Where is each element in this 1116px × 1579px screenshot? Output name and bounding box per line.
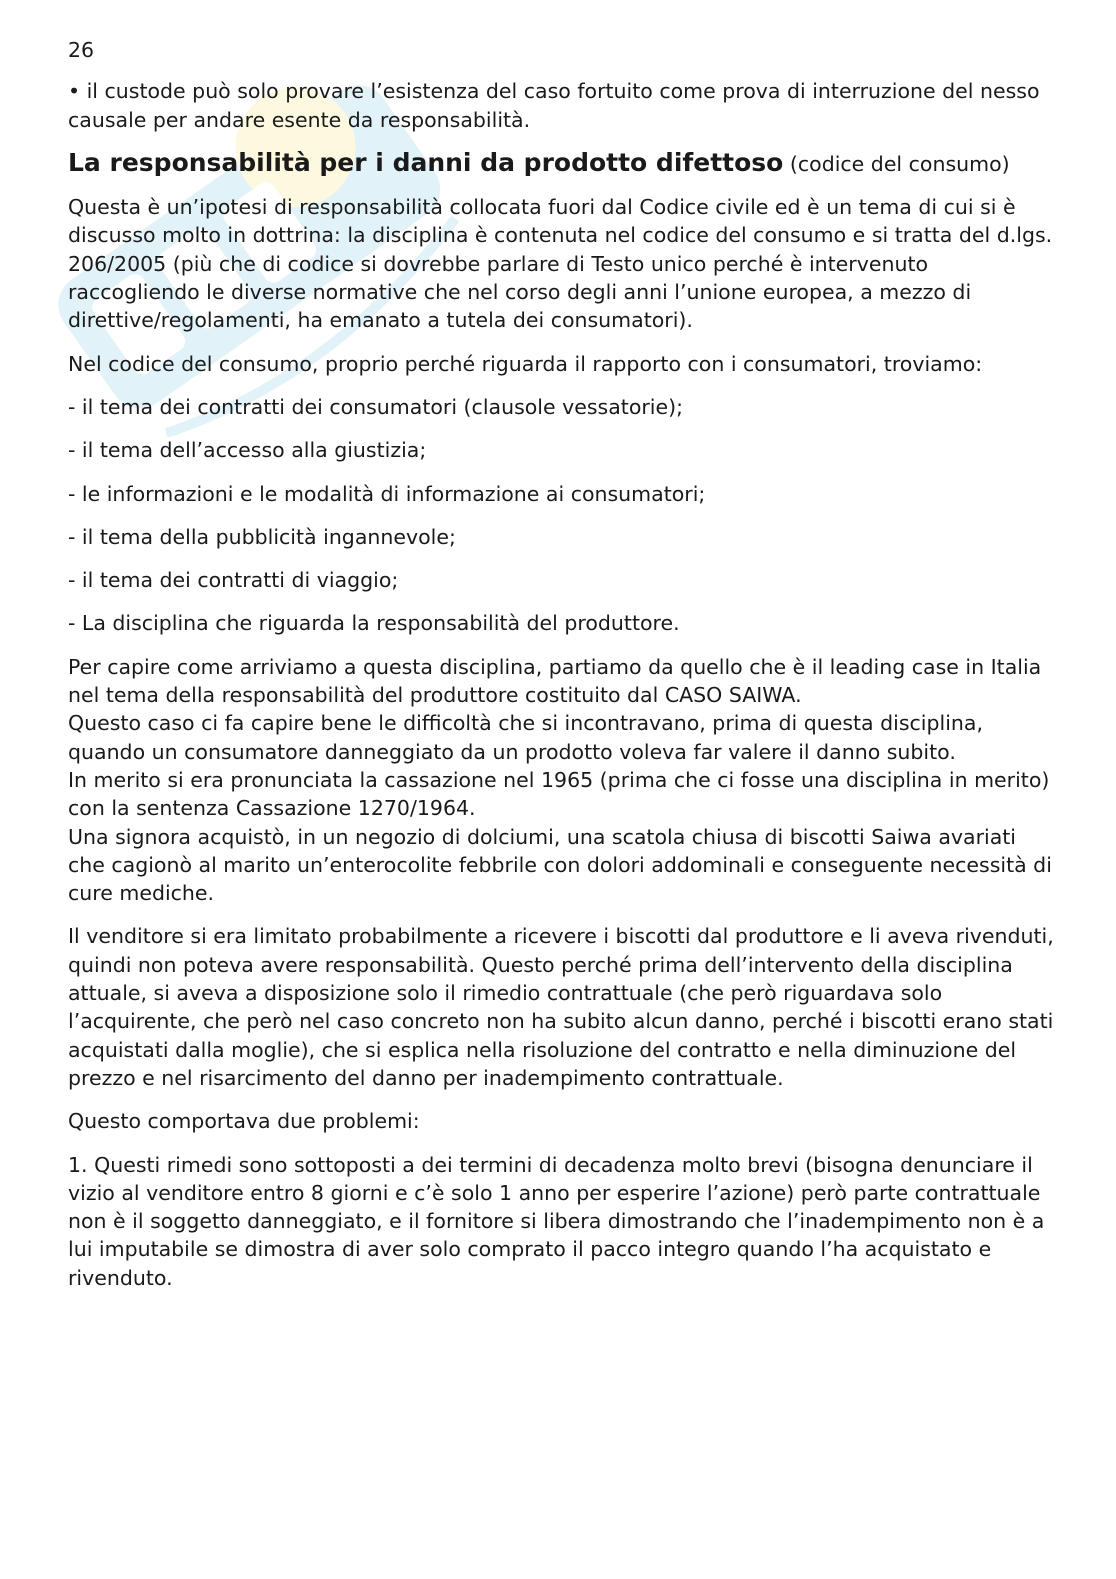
paragraph: Nel codice del consumo, proprio perché riguarda il rapporto con i consumatori, troviamo: <box>68 351 983 376</box>
list-item: - il tema dell’accesso alla giustizia; <box>68 438 427 463</box>
paragraph: Questa è un’ipotesi di responsabilità collocata fuori dal Codice civile ed è un tema di cui si è discusso molto in dottrina: la disciplina è contenuta nel codice del consumo e si tratta del d.lgs. 206/2005 (più che di codice si dovrebbe parlare di Testo unico perché è intervenuto raccogliendo le diverse normative che nel corso degli anni l’unione europea, a mezzo di direttive/regolamenti, ha emanato a tutela dei consumatori). <box>68 195 1053 333</box>
list-item: - La disciplina che riguarda la responsabilità del produttore. <box>68 611 680 636</box>
topics-list <box>68 393 1058 638</box>
problem-1: 1. Questi rimedi sono sottoposti a dei termini di decadenza molto brevi (bisogna denunciare il vizio al venditore entro 8 giorni e c’è solo 1 anno per esperire l’azione) però parte contrattuale non è il soggetto danneggiato, e il fornitore si libera dimostrando che l’inadempimento non è a lui imputabile se dimostra di aver solo comprato il pacco integro quando l’ha acquistato e rivenduto. <box>68 1152 1045 1290</box>
section-heading-note: (codice del consumo) <box>789 151 1010 176</box>
saiwa-line: Per capire come arriviamo a questa disciplina, partiamo da quello che è il leading case in Italia nel tema della responsabilità del produttore costituito dal CASO SAIWA. <box>68 654 1042 708</box>
saiwa-line: Questo caso ci fa capire bene le difficoltà che si incontravano, prima di questa disciplina, quando un consumatore danneggiato da un prodotto voleva far valere il danno subito. <box>68 711 983 764</box>
saiwa-line: Una signora acquistò, in un negozio di dolciumi, una scatola chiusa di biscotti Saiwa avariati che cagionò al marito un’enterocolite febbrile con dolori addominali e conseguente necessità di cure mediche. <box>68 824 1052 906</box>
document-page <box>68 36 1058 1307</box>
section-heading-title: La responsabilità per i danni da prodotto difettoso <box>68 147 784 177</box>
list-item: - il tema dei contratti dei consumatori (clausole vessatorie); <box>68 394 683 419</box>
seller-paragraph: Il venditore si era limitato probabilmente a ricevere i biscotti dal produttore e li aveva rivenduti, quindi non poteva avere responsabilità. Questo perché prima dell’intervento della disciplina attuale, si aveva a disposizione solo il rimedio contrattuale (che però riguardava solo l’acquirente, che però nel caso concreto non ha subito alcun danno, perché i biscotti erano stati acquistati dalla moglie), che si esplica nella risoluzione del contratto e nella diminuzione del prezzo e nel risarcimento del danno per inadempimento contrattuale. <box>68 924 1054 1090</box>
list-item: - il tema dei contratti di viaggio; <box>68 568 399 593</box>
saiwa-line: In merito si era pronunciata la cassazione nel 1965 (prima che ci fosse una disciplina in merito) con la sentenza Cassazione 1270/1964. <box>68 767 1050 821</box>
list-item: - le informazioni e le modalità di informazione ai consumatori; <box>68 481 706 506</box>
list-item: - il tema della pubblicità ingannevole; <box>68 524 456 549</box>
problems-intro: Questo comportava due problemi: <box>68 1109 420 1134</box>
saiwa-paragraph <box>68 653 1058 908</box>
page-number: 26 <box>68 38 95 62</box>
section-heading <box>68 149 1058 178</box>
intro-bullet: • il custode può solo provare l’esistenza del caso fortuito come prova di interruzione del nesso causale per andare esente da responsabilità. <box>68 79 1040 132</box>
